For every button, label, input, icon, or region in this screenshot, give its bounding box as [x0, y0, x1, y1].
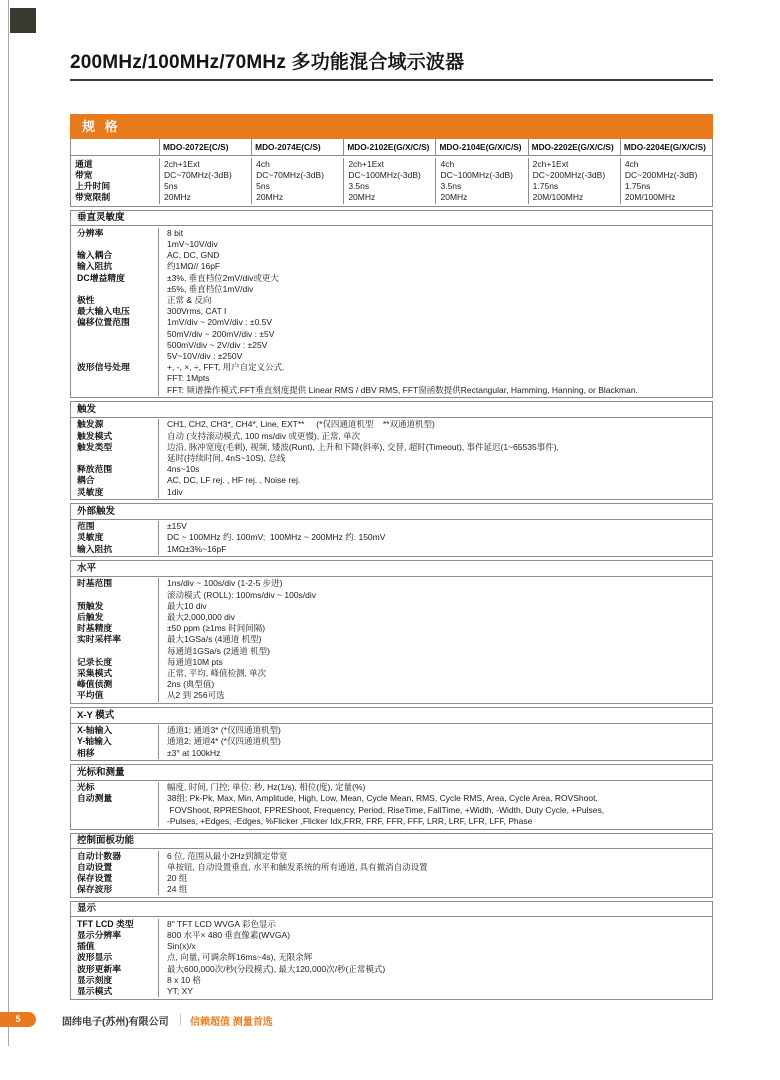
spec-label: 显示分辨率: [71, 930, 159, 941]
spec-value: 点, 向量, 可调余辉16ms~4s), 无限余辉: [167, 952, 313, 963]
spec-label: [71, 453, 159, 464]
model-column-header: MDO-2202E(G/X/C/S): [528, 139, 620, 155]
spec-value: 300Vrms, CAT I: [167, 306, 227, 317]
section-title: 光标和测量: [71, 765, 712, 781]
spec-label: 实时采样率: [71, 634, 159, 645]
left-margin-rule: [8, 0, 9, 1046]
company-slogan: 信赖超值 测量首选: [190, 1017, 273, 1028]
model-spec-labels: [71, 158, 159, 205]
page-number-badge: 5: [0, 1012, 36, 1027]
spec-row: [71, 532, 712, 543]
model-column-header: MDO-2072E(C/S): [159, 139, 251, 155]
spec-row: [71, 793, 712, 804]
spec-value: 通道2; 通道4* (*仅四通道机型): [167, 736, 281, 747]
spec-row: [71, 578, 712, 589]
spec-value: 4ch: [624, 158, 639, 169]
spec-row: [71, 873, 712, 884]
spec-label: 时基范围: [71, 578, 159, 589]
spec-label: 输入阻抗: [71, 544, 159, 555]
spec-row: [71, 317, 712, 328]
spec-label: [71, 284, 159, 295]
spec-row: [71, 690, 712, 701]
spec-value: 正常 & 反向: [167, 295, 212, 306]
spec-row: [71, 261, 712, 272]
spec-value: 8 bit: [167, 227, 184, 238]
spec-value: FFT: 频谱操作模式.FFT垂直刻度提供 Linear RMS / dBV RMS, FFT窗函数提供Rectangular, Hamming, Hanning, or Blackman.: [167, 384, 638, 395]
spec-section-label: 规 格: [82, 119, 121, 134]
spec-label: 波形显示: [71, 952, 159, 963]
spec-label: 最大输入电压: [71, 306, 159, 317]
spec-label: [71, 351, 159, 362]
model-column-header: MDO-2102E(G/X/C/S): [343, 139, 435, 155]
spec-value: 2ns (典型值): [167, 679, 215, 690]
spec-value: 5V~10V/div : ±250V: [167, 351, 243, 362]
spec-row: [71, 442, 712, 453]
section-body: [71, 577, 712, 703]
spec-row: [71, 385, 712, 396]
spec-value: 38组: Pk-Pk, Max, Min, Amplitude, High, Low, Mean, Cycle Mean, RMS, Cycle RMS, Area, Cycle Area, ROVShoot,: [167, 793, 598, 804]
model-spec-values: [251, 158, 343, 205]
spec-value: 20 组: [167, 872, 188, 883]
spec-row: [71, 941, 712, 952]
spec-row: [71, 329, 712, 340]
spec-value: 4ch: [256, 158, 270, 169]
spec-label: 保存设置: [71, 873, 159, 884]
spec-value: 单按钮, 自动设置垂直, 水平和触发系统的所有通道, 具有撤消自动设置: [167, 861, 428, 872]
spec-section: [70, 901, 713, 1000]
spec-value: 1ns/div ~ 100s/div (1-2-5 步进): [167, 578, 283, 589]
spec-value: DC ~ 100MHz 约. 100mV; 100MHz ~ 200MHz 约. 150mV: [167, 532, 386, 543]
spec-value: 最大1GSa/s (4通道 机型): [167, 634, 262, 645]
spec-row: [71, 725, 712, 736]
spec-row: [71, 351, 712, 362]
spec-value: 2ch+1Ext: [348, 158, 385, 169]
model-body-row: [71, 156, 712, 206]
spec-label: 平均值: [71, 690, 159, 701]
spec-label: [71, 646, 159, 657]
spec-value: 20MHz: [256, 192, 284, 203]
spec-value: 20MHz: [348, 192, 376, 203]
spec-value: +, -, ×, ÷, FFT, 用户自定义公式.: [167, 362, 285, 373]
spec-value: 1mV/div ~ 20mV/div : ±0.5V: [167, 317, 273, 328]
spec-row: [71, 884, 712, 895]
spec-label: 输入耦合: [71, 250, 159, 261]
spec-value: 每通道1GSa/s (2通道 机型): [167, 645, 270, 656]
spec-label: 显示刻度: [71, 975, 159, 986]
spec-value: 2ch+1Ext: [532, 158, 569, 169]
spec-row: [71, 816, 712, 827]
spec-label: 分辨率: [71, 228, 159, 239]
section-title: 控制面板功能: [71, 834, 712, 850]
spec-row: [71, 419, 712, 430]
section-title: 水平: [71, 561, 712, 577]
spec-row: [71, 601, 712, 612]
spec-value: 8 x 10 格: [167, 974, 202, 985]
spec-row: [71, 306, 712, 317]
spec-section: [70, 707, 713, 761]
spec-value: 3.5ns: [348, 180, 370, 191]
spec-value: 8" TFT LCD WVGA 彩色显示: [167, 918, 276, 929]
spec-value: AC, DC, GND: [167, 250, 220, 261]
spec-row: [71, 284, 712, 295]
spec-row: [71, 782, 712, 793]
spec-label: 波形信号处理: [71, 362, 159, 373]
spec-label: 范围: [71, 521, 159, 532]
spec-label: 自动设置: [71, 862, 159, 873]
spec-label: 带宽限制: [75, 192, 111, 203]
spec-label: [71, 373, 159, 384]
section-title: 垂直灵敏度: [71, 211, 712, 227]
model-spec-table: [70, 139, 713, 207]
spec-label: 耦合: [71, 475, 159, 486]
spec-value: 从2 到 256可选: [167, 690, 225, 701]
spec-value: Sin(x)/x: [167, 941, 196, 952]
spec-row: [71, 748, 712, 759]
spec-value: 500mV/div ~ 2V/div : ±25V: [167, 339, 268, 350]
spec-value: 最大2,000,000 div: [167, 612, 236, 622]
spec-label: 自动测量: [71, 793, 159, 804]
spec-value: 最大600,000次/秒(分段模式), 最大120,000次/秒(正常模式): [167, 963, 386, 974]
spec-section: [70, 764, 713, 829]
spec-label: [71, 590, 159, 601]
spec-section: [70, 833, 713, 898]
section-body: [71, 418, 712, 499]
spec-value: FOVShoot, RPREShoot, FPREShoot, Frequency, Period, RiseTime, FallTime, +Width, -Width, Duty Cycle, +Pulses,: [167, 804, 605, 815]
spec-value: 4ns~10s: [167, 464, 200, 475]
spec-row: [71, 295, 712, 306]
spec-value: 800 水平× 480 垂直像素(WVGA): [167, 930, 291, 941]
spec-label: TFT LCD 类型: [71, 919, 159, 930]
spec-value: DC~100MHz(-3dB): [440, 169, 513, 180]
spec-row: [71, 919, 712, 930]
model-header-spacer: [71, 139, 159, 155]
section-title: 显示: [71, 902, 712, 918]
spec-row: [71, 634, 712, 645]
spec-label: [71, 805, 159, 816]
spec-label: [71, 329, 159, 340]
spec-label: 波形更新率: [71, 964, 159, 975]
model-column-header: MDO-2074E(C/S): [251, 139, 343, 155]
spec-value: 通道1; 通道3* (*仅四通道机型): [167, 725, 281, 736]
spec-value: ±50 ppm (≥1ms 时间间隔): [167, 623, 266, 634]
spec-label: 预触发: [71, 601, 159, 612]
spec-value: 2ch+1Ext: [164, 158, 200, 169]
section-body: [71, 520, 712, 557]
spec-row: [71, 646, 712, 657]
page-corner-mark: [10, 8, 36, 33]
spec-value: 自动 (支持滚动模式, 100 ms/div 或更慢), 正常, 单次: [167, 430, 361, 441]
datasheet-content: [70, 0, 713, 1000]
spec-label: 峰值侦测: [71, 679, 159, 690]
spec-value: 幅度, 时间, 门控; 单位: 秒, Hz(1/s), 相位(度), 定量(%): [167, 782, 366, 793]
spec-value: 20M/100MHz: [532, 192, 584, 203]
spec-label: 释放范围: [71, 464, 159, 475]
spec-row: [71, 590, 712, 601]
spec-value: 1mV~10V/div: [167, 239, 218, 250]
spec-value: 边沿, 脉冲宽度(毛刺), 视频, 矮波(Runt), 上升和下降(斜率), 交替, 超时(Timeout), 事件延迟(1~65535事件),: [167, 441, 559, 452]
spec-value: DC~100MHz(-3dB): [348, 169, 421, 180]
spec-value: 1MΩ±3%~16pF: [167, 543, 227, 554]
spec-value: ±3° at 100kHz: [167, 747, 221, 758]
spec-row: [71, 862, 712, 873]
spec-row: [71, 668, 712, 679]
spec-row: [71, 521, 712, 532]
spec-label: 时基精度: [71, 623, 159, 634]
spec-section-bar: [70, 114, 713, 139]
spec-value: 6 位, 范围从最小2Hz到额定带宽: [167, 850, 288, 861]
spec-value: AC, DC, LF rej. , HF rej. , Noise rej.: [167, 475, 301, 486]
spec-label: 极性: [71, 295, 159, 306]
spec-value: 24 组: [167, 884, 188, 895]
spec-row: [71, 362, 712, 373]
spec-sections: [70, 210, 713, 1000]
spec-value: 5ns: [256, 180, 270, 191]
spec-row: [71, 851, 712, 862]
section-body: [71, 849, 712, 897]
spec-value: 20MHz: [164, 192, 191, 203]
spec-row: [71, 464, 712, 475]
spec-value: 20MHz: [440, 192, 468, 203]
spec-label: 光标: [71, 782, 159, 793]
spec-label: 插值: [71, 941, 159, 952]
spec-row: [71, 475, 712, 486]
spec-label: 偏移位置范围: [71, 317, 159, 328]
spec-row: [71, 930, 712, 941]
footer-divider: [180, 1014, 181, 1025]
spec-row: [71, 679, 712, 690]
spec-value: ±15V: [167, 521, 187, 532]
spec-row: [71, 975, 712, 986]
section-title: X-Y 模式: [71, 708, 712, 724]
spec-row: [71, 340, 712, 351]
section-body: [71, 781, 712, 829]
spec-value: -Pulses, +Edges, -Edges, %Flicker ,Flicker Idx,FRR, FRF, FFR, FFF, LRR, LRF, LFR, LFF, Phase: [167, 815, 533, 826]
model-spec-values: [159, 158, 251, 205]
spec-value: 3.5ns: [440, 180, 462, 191]
section-title: 外部触发: [71, 504, 712, 520]
model-spec-values: [528, 158, 620, 205]
spec-row: [71, 250, 712, 261]
spec-value: 延时(持续时间, 4nS~10S), 总线: [167, 452, 286, 463]
model-spec-values: [343, 158, 435, 205]
page-title: 200MHz/100MHz/70MHz 多功能混合域示波器: [70, 52, 713, 81]
spec-label: 触发模式: [71, 431, 159, 442]
spec-label: 触发类型: [71, 442, 159, 453]
spec-value: 20M/100MHz: [624, 192, 676, 203]
spec-row: [71, 964, 712, 975]
spec-value: 5ns: [164, 180, 178, 191]
spec-value: YT; XY: [167, 986, 193, 997]
spec-value: 4ch: [440, 158, 455, 169]
spec-value: DC~200MHz(-3dB): [624, 169, 698, 180]
spec-row: [71, 487, 712, 498]
spec-row: [71, 952, 712, 963]
spec-section: [70, 503, 713, 557]
spec-section: [70, 560, 713, 704]
spec-label: 相移: [71, 748, 159, 759]
spec-label: 灵敏度: [71, 487, 159, 498]
model-spec-values: [620, 158, 712, 205]
spec-label: 触发源: [71, 419, 159, 430]
spec-row: [71, 273, 712, 284]
spec-value: ±3%, 垂直档位2mV/div或更大: [167, 272, 279, 283]
spec-value: CH1, CH2, CH3*, CH4*, Line, EXT** (*仅四通道机型 **双通道机型): [167, 419, 435, 430]
spec-value: 50mV/div ~ 200mV/div : ±5V: [167, 328, 275, 339]
spec-label: 自动计数器: [71, 851, 159, 862]
page-footer: [0, 1012, 780, 1028]
spec-value: 最大10 div: [167, 600, 207, 611]
spec-label: [71, 239, 159, 250]
spec-value: DC~200MHz(-3dB): [532, 169, 606, 180]
spec-label: DC增益精度: [71, 273, 159, 284]
spec-value: 滚动模式 (ROLL): 100ms/div ~ 100s/div: [167, 589, 317, 600]
spec-row: [71, 228, 712, 239]
section-title: 触发: [71, 402, 712, 418]
spec-label: 输入阻抗: [71, 261, 159, 272]
spec-value: 每通道10M pts: [167, 656, 223, 667]
spec-value: 1.75ns: [532, 180, 559, 191]
spec-value: 1div: [167, 486, 183, 497]
spec-label: 通道: [75, 158, 93, 169]
company-name: 固纬电子(苏州)有限公司: [62, 1017, 169, 1028]
spec-value: 正常, 平均, 峰值检测, 单次: [167, 668, 267, 679]
spec-value: ±5%, 垂直档位1mV/div: [167, 283, 254, 294]
spec-section: [70, 210, 713, 399]
spec-label: 灵敏度: [71, 532, 159, 543]
spec-label: [71, 385, 159, 396]
spec-row: [71, 736, 712, 747]
spec-row: [71, 373, 712, 384]
spec-row: [71, 453, 712, 464]
model-column-header: MDO-2104E(G/X/C/S): [435, 139, 527, 155]
spec-row: [71, 612, 712, 623]
spec-label: Y-轴输入: [71, 736, 159, 747]
spec-label: 显示模式: [71, 986, 159, 997]
model-column-header: MDO-2204E(G/X/C/S): [620, 139, 712, 155]
spec-value: FFT: 1Mpts: [167, 373, 210, 384]
model-header-row: [71, 139, 712, 156]
spec-value: DC~70MHz(-3dB): [164, 169, 232, 180]
spec-row: [71, 805, 712, 816]
section-body: [71, 226, 712, 397]
spec-label: 后触发: [71, 612, 159, 623]
spec-value: DC~70MHz(-3dB): [256, 169, 324, 180]
section-body: [71, 724, 712, 761]
spec-row: [71, 657, 712, 668]
spec-row: [71, 239, 712, 250]
spec-row: [71, 986, 712, 997]
spec-value: 约1MΩ// 16pF: [167, 261, 221, 272]
spec-label: 带宽: [75, 169, 93, 180]
spec-label: X-轴输入: [71, 725, 159, 736]
spec-label: [71, 340, 159, 351]
spec-label: 保存波形: [71, 884, 159, 895]
spec-label: 采集模式: [71, 668, 159, 679]
spec-section: [70, 401, 713, 500]
spec-label: 记录长度: [71, 657, 159, 668]
spec-row: [71, 544, 712, 555]
spec-label: [71, 816, 159, 827]
spec-label: 上升时间: [75, 180, 111, 191]
section-body: [71, 917, 712, 998]
spec-row: [71, 431, 712, 442]
spec-value: 1.75ns: [624, 180, 651, 191]
spec-row: [71, 623, 712, 634]
model-spec-values: [435, 158, 527, 205]
